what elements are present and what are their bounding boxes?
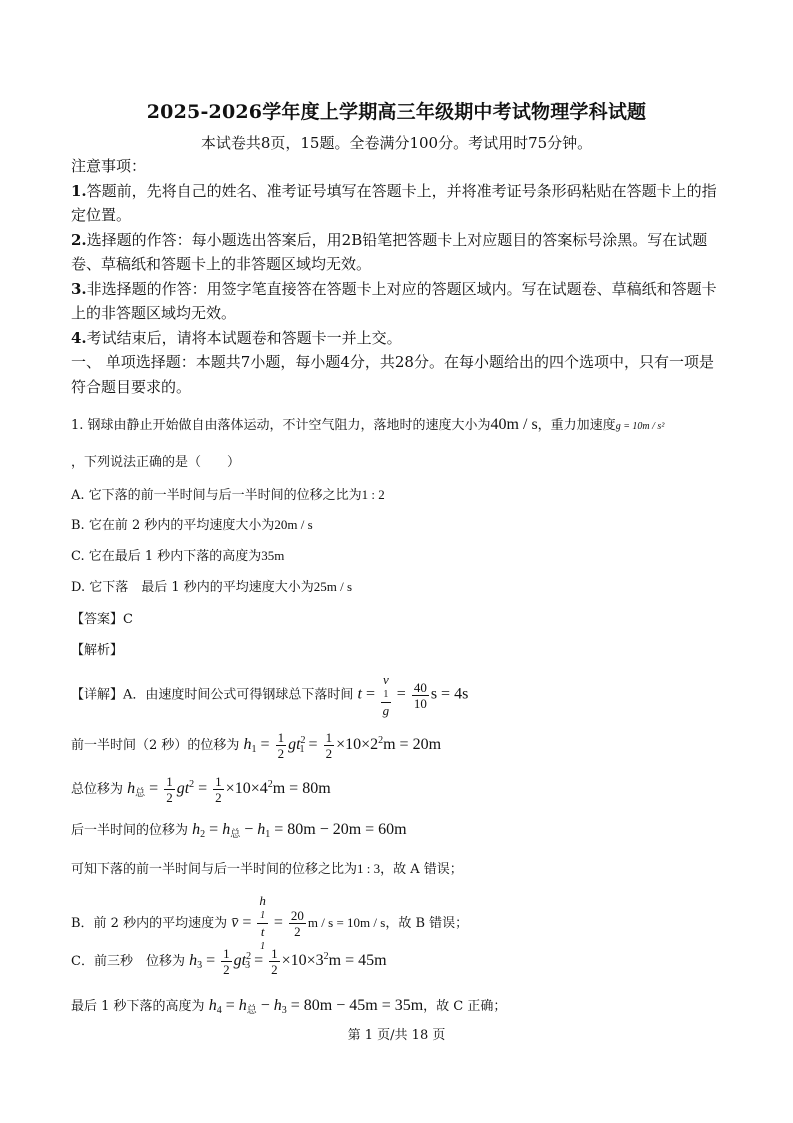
stem-gravity: g = 10m / s² xyxy=(615,421,665,432)
solution-line-2: 前一半时间（2 秒）的位移为 $h_1$ = $\frac{1}{2}$ $gt^2_1$ = $\frac{1}{2}$ $\times 10\times 2^2m = 20m$ xyxy=(71,730,442,761)
fraction-40-10: $\frac{40}{10}$ xyxy=(413,679,427,711)
notice-item-1: 1.答题前，先将自己的姓名、准考证号填写在答题卡上，并将准考证号条形码粘贴在答题卡上的指定位置。 xyxy=(71,181,717,224)
solution-line-1: 【详解】A．由速度时间公式可得钢球总下落时间 t = v 1 g = $\frac{40}{10}$ s = 4s xyxy=(71,672,469,718)
option-c: C. 它在最后 1 秒内下落的高度为35m xyxy=(71,548,285,564)
option-b: B. 它在前 2 秒内的平均速度大小为20m / s xyxy=(71,517,313,533)
notice-heading: 注意事项： xyxy=(71,157,147,175)
fraction-v1-g: v 1 g xyxy=(382,672,390,718)
solution-line-4: 后一半时间的位移为 $h_2 = h_总 - h_1 = 80m - 20m = 60m$ xyxy=(71,821,407,840)
notice-section xyxy=(71,154,723,399)
answer-label: 【答案】C xyxy=(71,612,133,627)
page-title: 2025-2026学年度上学期高三年级期中考试物理学科试题 xyxy=(146,101,647,123)
analysis-label: 【解析】 xyxy=(71,643,124,658)
stem-velocity: 40m / s xyxy=(490,416,538,433)
exam-subtitle: 本试卷共8页，15题。全卷满分100分。考试用时75分钟。 xyxy=(200,134,593,152)
question-stem-cont: ，下列说法正确的是（ ） xyxy=(71,455,241,470)
option-a: A. 它下落的前一半时间与后一半时间的位移之比为1 : 2 xyxy=(71,487,385,503)
question-stem: 1. 钢球由静止开始做自由落体运动，不计空气阻力，落地时的速度大小为40m / s，重力加速度g = 10m / s² xyxy=(71,416,665,433)
section-heading: 一、 单项选择题：本题共7小题，每小题4分，共28分。在每小题给出的四个选项中，只有一项是符合题目要求的。 xyxy=(71,353,714,396)
solution-line-7: C．前三秒 位移为 $h_3$ = $\frac{1}{2}$ $gt^2_3$ = $\frac{1}{2}$ $\times 10\times 3^2m = 45m$ xyxy=(71,946,387,977)
solution-line-5: 可知下落的前一半时间与后一半时间的位移之比为1 : 3，故 A 错误； xyxy=(71,861,463,877)
solution-line-3: 总位移为 $h_总$ = $\frac{1}{2}$ $gt^2$ = $\frac{1}{2}$ $\times 10\times 4^2m = 80m$ xyxy=(71,774,331,805)
option-d: D. 它下落 最后 1 秒内的平均速度大小为25m / s xyxy=(71,579,353,595)
notice-item-3: 3.非选择题的作答：用签字笔直接答在答题卡上对应的答题区域内。写在试题卷、草稿纸和答题卡上的非答题区域均无效。 xyxy=(71,279,717,322)
page-footer: 第 1 页/共 18 页 xyxy=(347,1028,446,1043)
notice-item-4: 4.考试结束后，请将本试题卷和答题卡一并上交。 xyxy=(71,328,402,347)
solution-line-8: 最后 1 秒下落的高度为 $h_4 = h_总 - h_3 = 80m - 45m = 35m$，故 C 正确； xyxy=(71,997,507,1016)
notice-item-2: 2.选择题的作答：每小题选出答案后，用2B铅笔把答题卡上对应题目的答案标号涂黑。写在试题卷、草稿纸和答题卡上的非答题区域均无效。 xyxy=(71,230,708,273)
solution-line-6: B．前 2 秒内的平均速度为 v̄ = h 1 t 1 = $\frac{20}{2}$ m / s = 10m / s，故 B 错误； xyxy=(71,893,469,952)
